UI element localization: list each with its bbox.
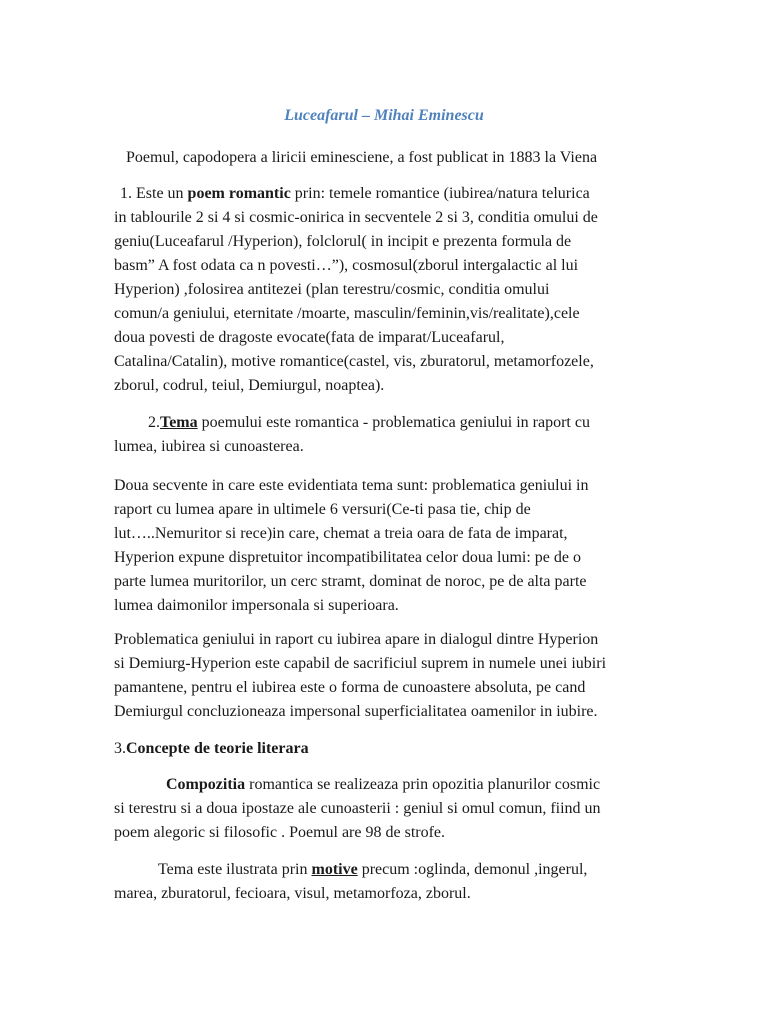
keyword-tema: Tema [160, 414, 198, 431]
keyword-compozitia: Compozitia [166, 776, 246, 793]
paragraph-4-line: Problematica geniului in raport cu iubirea apare in dialogul dintre Hyperion [114, 631, 599, 648]
paragraph-1-line: Hyperion) ,folosirea antitezei (plan terestru/cosmic, conditia omului [114, 281, 550, 298]
paragraph-1-first-line [114, 182, 654, 206]
paragraph-3-line: raport cu lumea apare in ultimele 6 versuri(Ce-ti pasa tie, chip de [114, 501, 531, 518]
paragraph-1-first-text: prin: temele romantice (iubirea/natura telurica [290, 185, 590, 202]
paragraph-4-line: pamantene, pentru el iubirea este o forma de cunoastere absoluta, pe cand [114, 679, 586, 696]
paragraph-3-line: Hyperion expune dispretuitor incompatibilitatea celor doua lumi: pe de o [114, 549, 581, 566]
paragraph-1-line: doua povesti de dragoste evocate(fata de imparat/Luceafarul, [114, 329, 505, 346]
paragraph-6-first-text: precum :oglinda, demonul ,ingerul, [357, 861, 588, 878]
intro-paragraph [126, 146, 666, 170]
paragraph-2-first-text: poemului este romantica - problematica geniului in raport cu [197, 414, 590, 431]
paragraph-5-line: poem alegoric si filosofic . Poemul are 98 de strofe. [114, 824, 446, 841]
keyword-poem-romantic: poem romantic [187, 185, 291, 202]
paragraph-5 [114, 773, 654, 845]
paragraph-4-line: si Demiurg-Hyperion este capabil de sacrificiul suprem in numele unei iubiri [114, 655, 607, 672]
paragraph-1-line: basm” A fost odata ca n povesti…”), cosmosul(zborul intergalactic al lui [114, 257, 579, 274]
paragraph-5-first-line [114, 773, 654, 797]
list-number-1: 1. Este un [120, 185, 188, 202]
paragraph-6-line: marea, zburatorul, fecioara, visul, metamorfoza, zborul. [114, 885, 471, 902]
paragraph-6-prefix: Tema este ilustrata prin [158, 861, 312, 878]
paragraph-3-line: lumea daimonilor impersonala si superioara. [114, 597, 399, 614]
paragraph-5-first-text: romantica se realizeaza prin opozitia planurilor cosmic [245, 776, 601, 793]
paragraph-1-line: in tablourile 2 si 4 si cosmic-onirica in secventele 2 si 3, conditia omului de [114, 209, 598, 226]
paragraph-1-line: geniu(Luceafarul /Hyperion), folclorul( in incipit e prezenta formula de [114, 233, 572, 250]
paragraph-1-line: zborul, codrul, teiul, Demiurgul, noaptea). [114, 377, 385, 394]
document-title: Luceafarul – Mihai Eminescu [284, 107, 484, 124]
paragraph-6-first-line [114, 858, 654, 882]
section-3-number: 3. [114, 740, 126, 757]
paragraph-2-first-line [114, 411, 654, 435]
paragraph-6 [114, 858, 654, 906]
section-3-title: Concepte de teorie literara [126, 740, 309, 757]
paragraph-1-line: Catalina/Catalin), motive romantice(castel, vis, zburatorul, metamorfozele, [114, 353, 594, 370]
paragraph-1 [114, 182, 654, 398]
paragraph-3 [114, 474, 654, 618]
paragraph-2 [114, 411, 654, 459]
intro-line: Poemul, capodopera a liricii eminesciene, a fost publicat in 1883 la Viena [126, 149, 598, 166]
paragraph-3-line: lut…..Nemuritor si rece)in care, chemat a treia oara de fata de imparat, [114, 525, 568, 542]
paragraph-5-line: si terestru si a doua ipostaze ale cunoasterii : geniul si omul comun, fiind un [114, 800, 601, 817]
list-number-2: 2. [148, 414, 160, 431]
keyword-motive: motive [311, 861, 358, 878]
paragraph-4-line: Demiurgul concluzioneaza impersonal superficialitatea oamenilor in iubire. [114, 703, 598, 720]
paragraph-4 [114, 628, 654, 724]
paragraph-2-line: lumea, iubirea si cunoasterea. [114, 438, 304, 455]
paragraph-3-line: parte lumea muritorilor, un cerc stramt, dominat de noroc, pe de alta parte [114, 573, 587, 590]
paragraph-3-line: Doua secvente in care este evidentiata tema sunt: problematica geniului in [114, 477, 589, 494]
section-3-heading [114, 737, 654, 761]
paragraph-1-line: comun/a geniului, eternitate /moarte, masculin/feminin,vis/realitate),cele [114, 305, 580, 322]
